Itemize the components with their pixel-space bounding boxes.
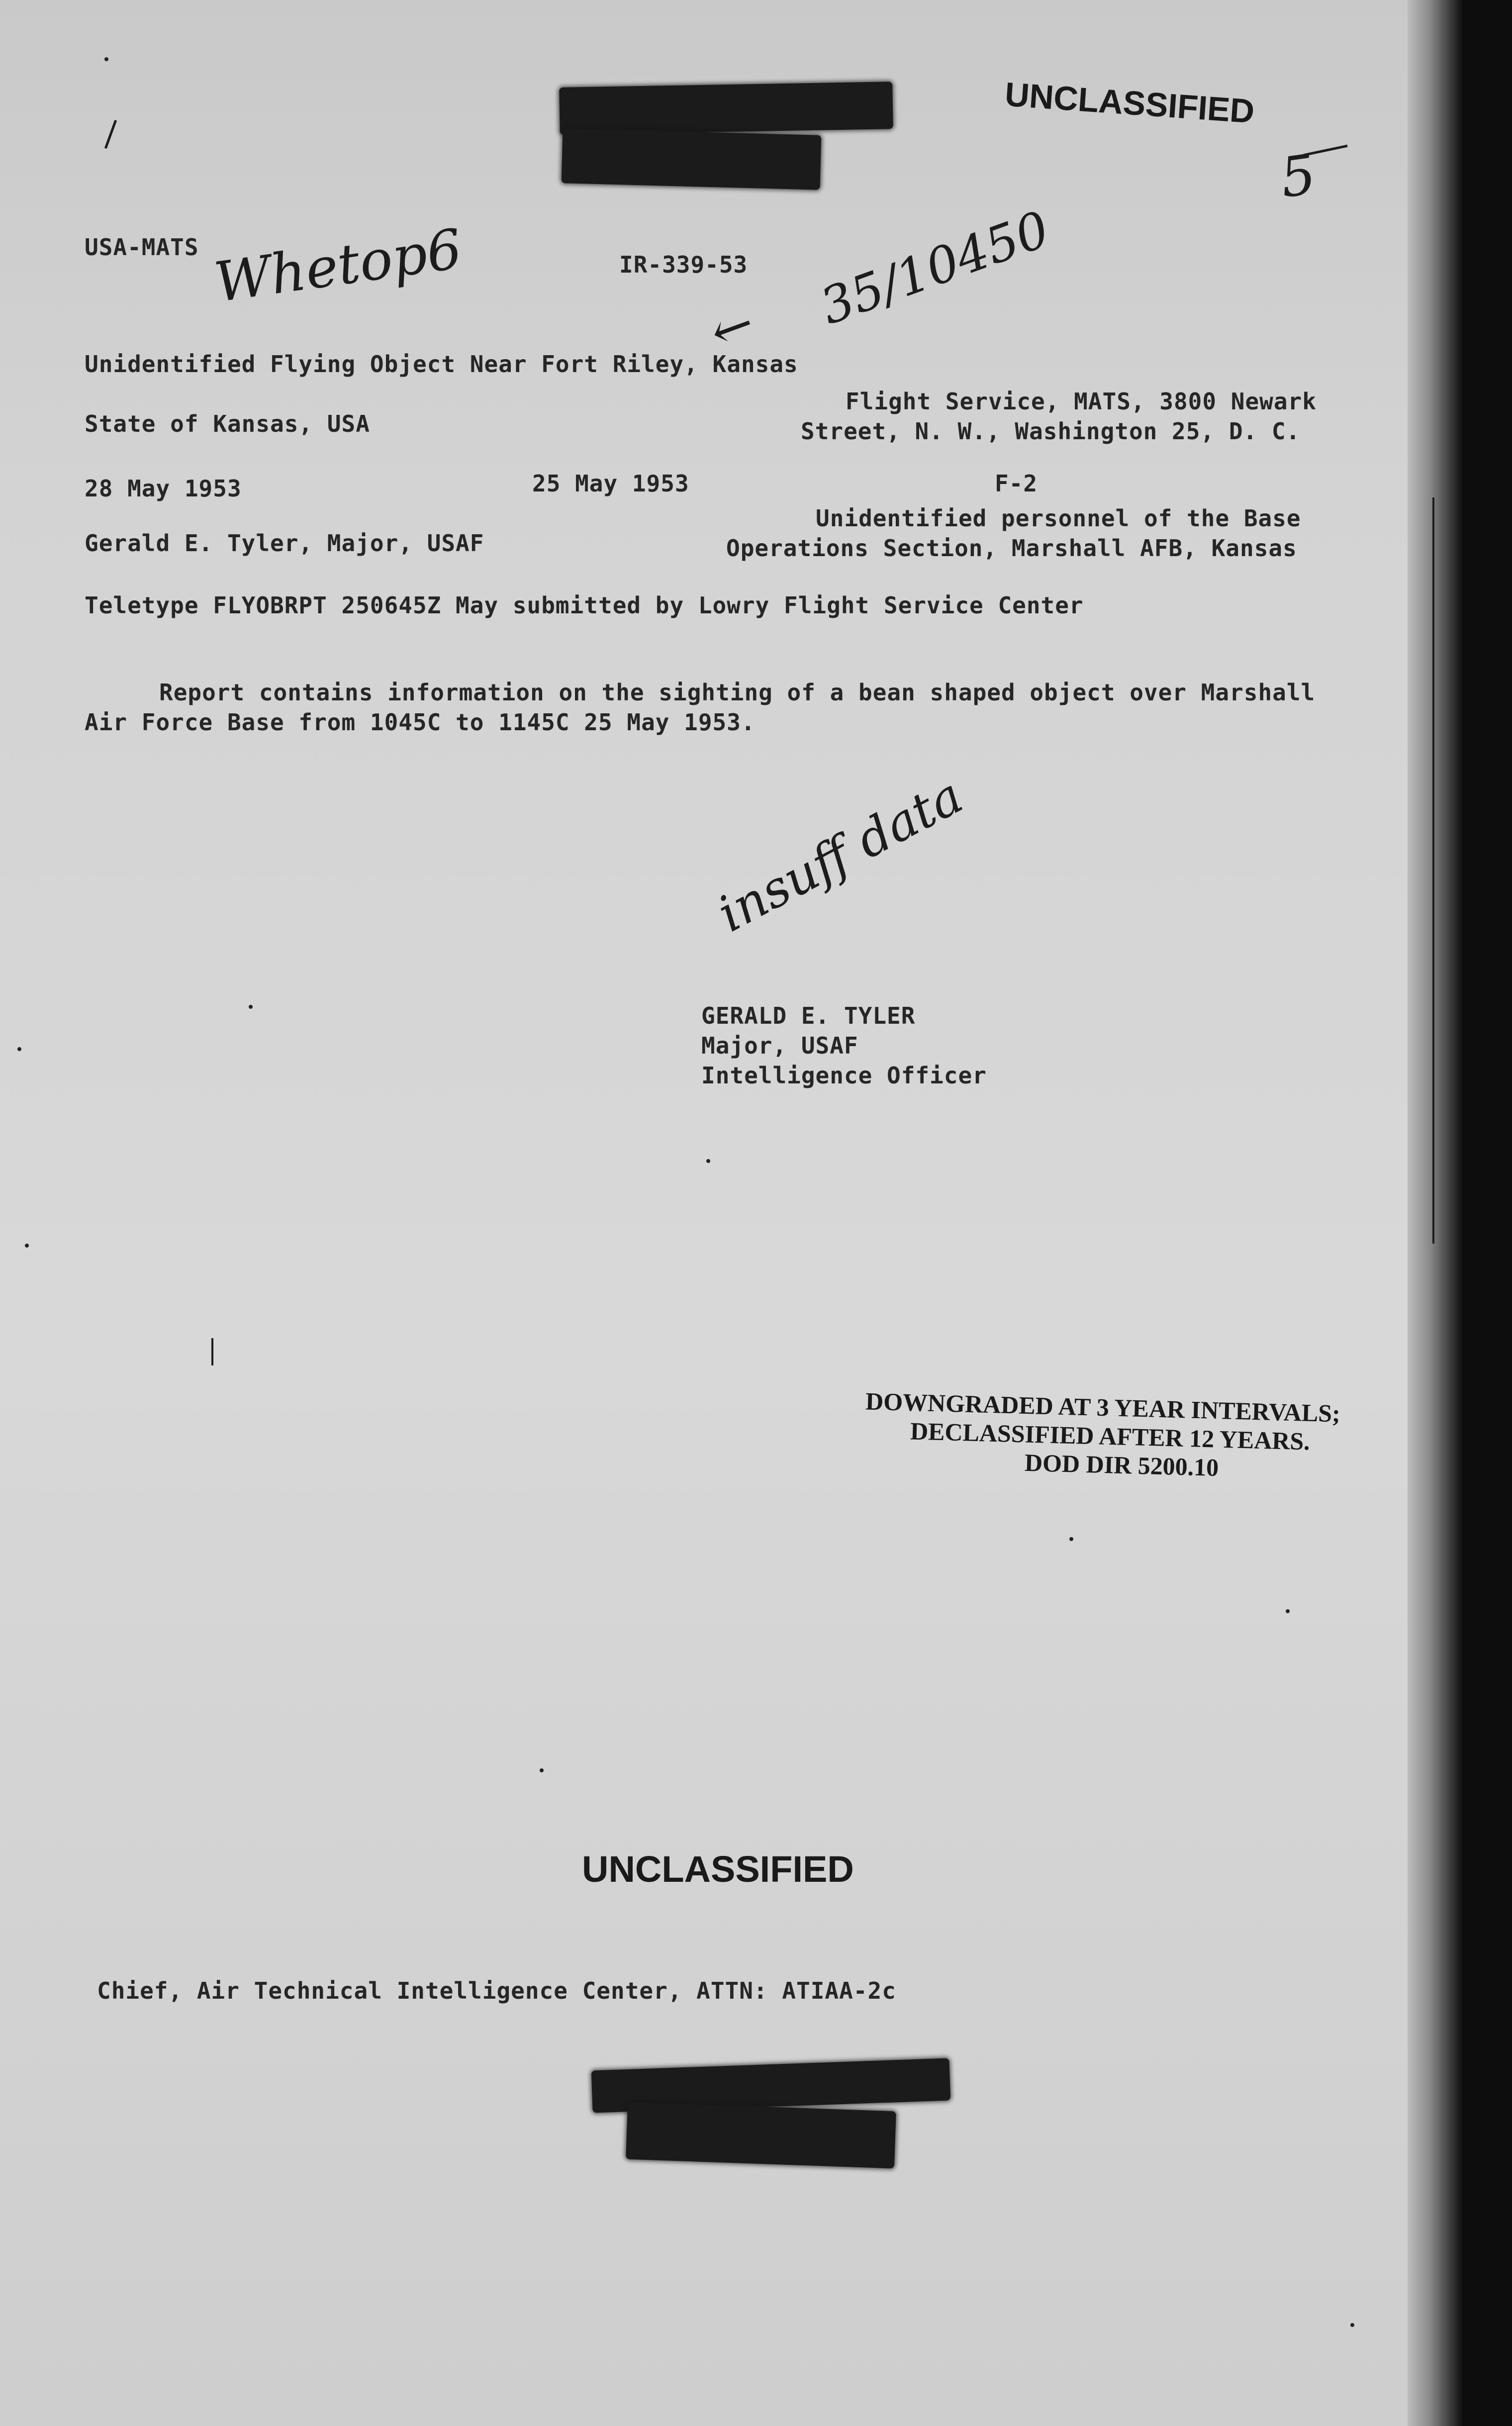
- downgrade-stamp-line-1: DOWNGRADED AT 3 YEAR INTERVALS;: [865, 1387, 1341, 1428]
- arrow-handwritten: ←: [702, 293, 762, 362]
- handwritten-comment: insuff data: [708, 766, 972, 944]
- report-date: 28 May 1953: [85, 475, 242, 502]
- summary-line-2: Air Force Base from 1045C to 1145C 25 May 1953.: [85, 709, 756, 736]
- scan-speck: [540, 1768, 544, 1772]
- scan-speck: [104, 57, 108, 61]
- originator-handwritten-note: Whetop6: [210, 216, 466, 315]
- distribution: Chief, Air Technical Intelligence Center, ATTN: ATIAA-2c: [97, 1977, 896, 2004]
- scan-speck: [1286, 1609, 1290, 1613]
- prepared-by: Gerald E. Tyler, Major, USAF: [85, 530, 484, 557]
- downgrade-stamp-line-2: DECLASSIFIED AFTER 12 YEARS.: [910, 1417, 1311, 1456]
- downgrade-stamp-line-3: DOD DIR 5200.10: [1024, 1448, 1219, 1482]
- source-line-2: Street, N. W., Washington 25, D. C.: [801, 418, 1301, 445]
- scan-speck: [1350, 2323, 1354, 2327]
- file-reference-handwritten: 35/10450: [813, 199, 1057, 336]
- scan-speck: [17, 1047, 21, 1051]
- evaluation: F-2: [995, 470, 1038, 497]
- classification-stamp-bottom: UNCLASSIFIED: [582, 1848, 854, 1890]
- info-date: 25 May 1953: [532, 470, 689, 497]
- originator: USA-MATS: [85, 234, 199, 261]
- redaction-bar-top-1: [559, 82, 893, 135]
- scan-speck: [249, 1005, 253, 1009]
- scan-mark: [211, 1338, 213, 1365]
- scan-speck: [706, 1159, 710, 1163]
- scan-speck: [1069, 1537, 1073, 1541]
- source-personnel-line-1: Unidentified personnel of the Base: [816, 505, 1301, 532]
- signature-rank: Major, USAF: [701, 1032, 858, 1059]
- scan-edge-shadow: [1408, 0, 1462, 2426]
- page-number-handwritten: 5: [1276, 142, 1320, 210]
- signature-name: GERALD E. TYLER: [701, 1002, 916, 1029]
- scan-speck: [25, 1244, 29, 1248]
- signature-title: Intelligence Officer: [701, 1062, 987, 1089]
- redaction-bar-top-2: [562, 128, 822, 190]
- margin-line: [1432, 497, 1434, 1244]
- source-personnel-line-2: Operations Section, Marshall AFB, Kansas: [726, 535, 1297, 562]
- area: State of Kansas, USA: [85, 410, 370, 437]
- subject: Unidentified Flying Object Near Fort Riley, Kansas: [85, 351, 798, 378]
- redaction-bar-bottom-2: [626, 2102, 896, 2169]
- classification-stamp-top: UNCLASSIFIED: [1003, 75, 1256, 131]
- source-line-1: Flight Service, MATS, 3800 Newark: [846, 388, 1317, 415]
- scan-mark: [104, 120, 117, 149]
- references: Teletype FLYOBRPT 250645Z May submitted by Lowry Flight Service Center: [85, 592, 1084, 619]
- summary-line-1: Report contains information on the sighting of a bean shaped object over Marshall: [159, 679, 1316, 706]
- report-number: IR-339-53: [619, 251, 748, 278]
